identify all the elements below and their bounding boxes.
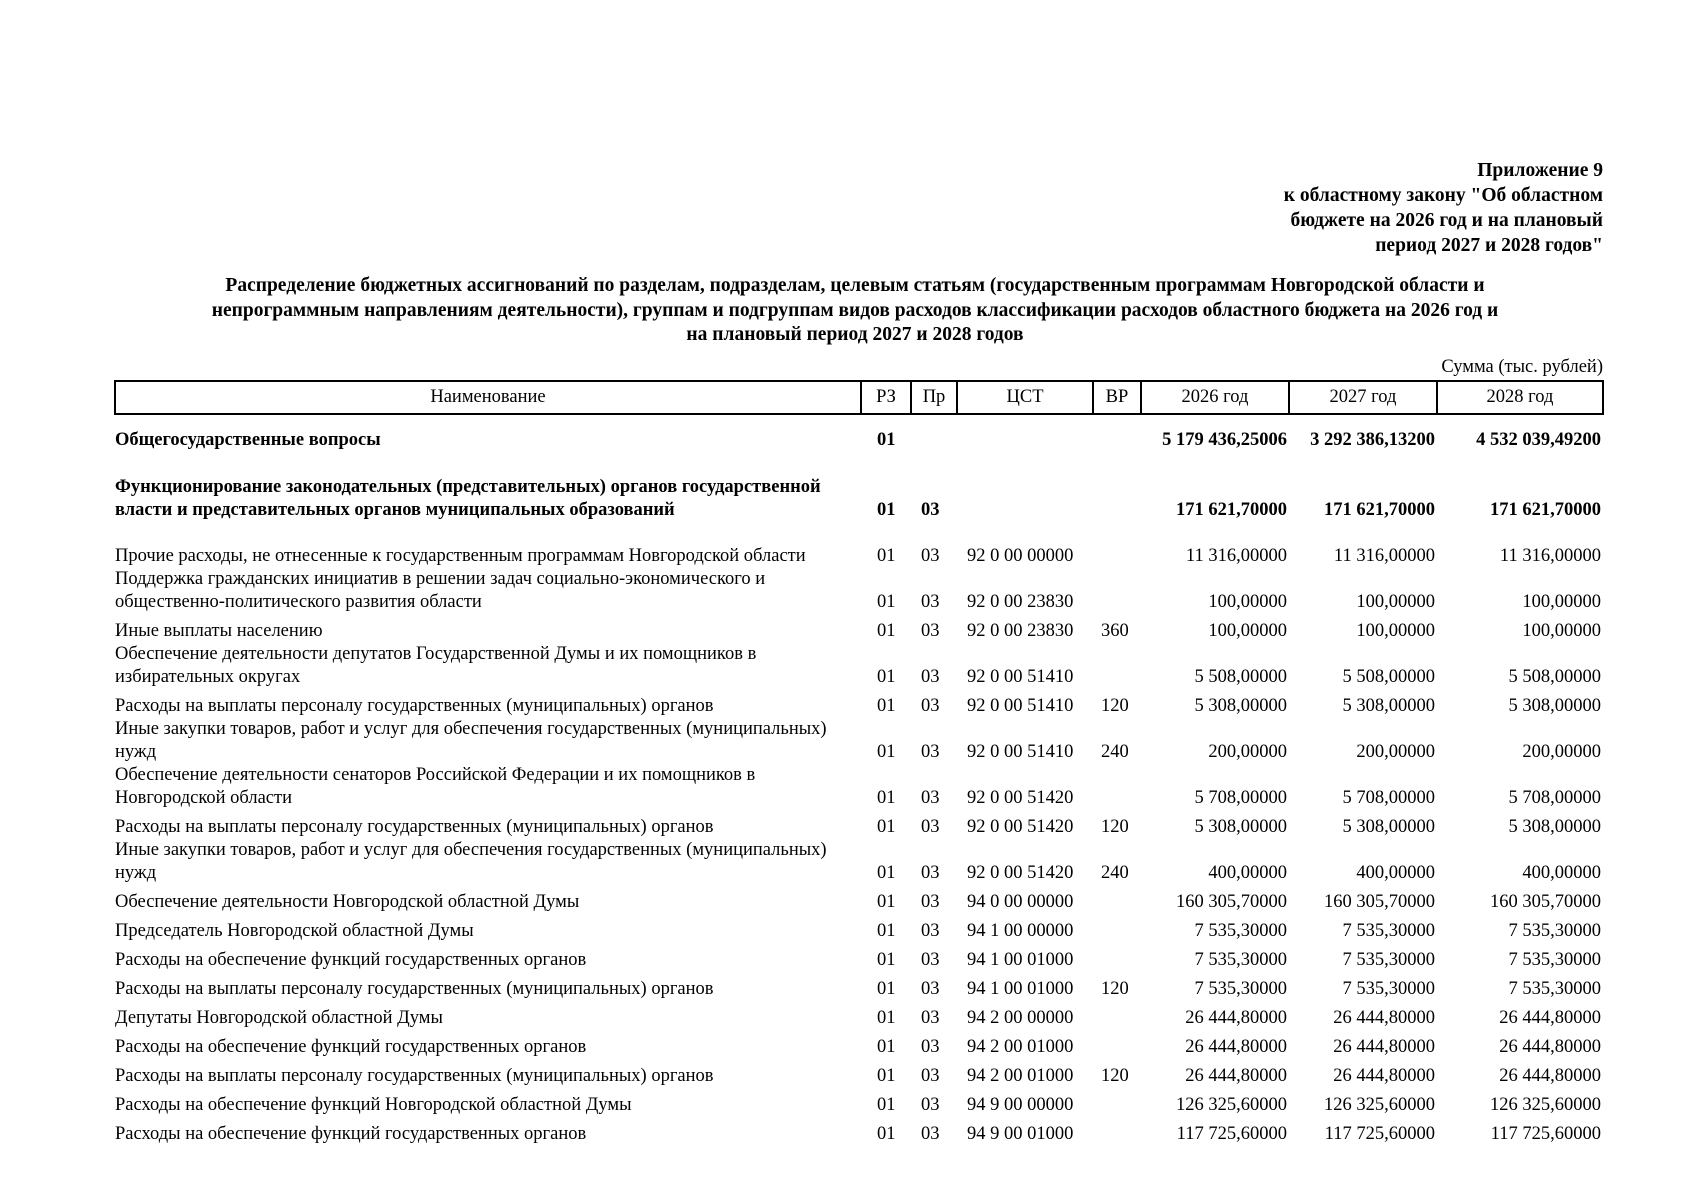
cell-vr	[1093, 914, 1141, 943]
cell-pr: 03	[921, 546, 940, 566]
cell-pr: 03	[921, 863, 940, 883]
appendix-number: Приложение 9	[1477, 160, 1603, 181]
cell-2028: 171 621,70000	[1490, 500, 1601, 520]
cell-2028: 5 708,00000	[1508, 788, 1601, 808]
cell-name: Председатель Новгородской областной Думы	[115, 921, 474, 941]
cell-2027: 171 621,70000	[1324, 500, 1435, 520]
cell-vr	[1093, 1001, 1141, 1030]
table-row	[115, 568, 1603, 614]
cell-2027: 7 535,30000	[1342, 950, 1435, 970]
cell-2027: 5 508,00000	[1342, 667, 1435, 687]
table-row	[115, 689, 1603, 718]
cell-cst: 92 0 00 51420	[967, 863, 1074, 883]
cell-pr: 03	[921, 892, 940, 912]
cell-pr: 03	[921, 1008, 940, 1028]
cell-2026: 26 444,80000	[1185, 1066, 1287, 1086]
cell-2028: 26 444,80000	[1499, 1037, 1601, 1057]
table-header-row	[115, 381, 1603, 414]
cell-vr: 120	[1101, 817, 1129, 837]
cell-rz: 01	[877, 500, 896, 520]
cell-rz: 01	[877, 546, 896, 566]
cell-vr: 240	[1101, 742, 1129, 762]
cell-pr: 03	[921, 921, 940, 941]
cell-pr: 03	[921, 950, 940, 970]
cell-rz: 01	[877, 1066, 896, 1086]
budget-table	[114, 380, 1604, 1146]
cell-2026: 100,00000	[1208, 621, 1287, 641]
cell-2027: 11 316,00000	[1333, 546, 1435, 566]
cell-vr	[1093, 643, 1141, 689]
cell-name: Расходы на выплаты персоналу государственных (муниципальных) органов	[115, 979, 714, 999]
table-row	[115, 614, 1603, 643]
cell-cst: 92 0 00 00000	[967, 546, 1074, 566]
table-row	[115, 1059, 1603, 1088]
cell-rz: 01	[877, 1037, 896, 1057]
cell-name: Общегосударственные вопросы	[115, 430, 381, 450]
cell-vr	[1093, 522, 1141, 568]
cell-2026: 126 325,60000	[1176, 1095, 1287, 1115]
cell-rz: 01	[877, 892, 896, 912]
table-row	[115, 522, 1603, 568]
cell-pr: 03	[921, 500, 940, 520]
cell-rz: 01	[877, 817, 896, 837]
cell-cst: 94 2 00 01000	[967, 1037, 1074, 1057]
cell-2028: 117 725,60000	[1490, 1124, 1601, 1144]
cell-cst: 94 2 00 00000	[967, 1008, 1074, 1028]
table-row	[115, 718, 1603, 764]
cell-2027: 200,00000	[1356, 742, 1435, 762]
table-row	[115, 1117, 1603, 1146]
cell-cst: 92 0 00 23830	[967, 592, 1074, 612]
header-rz: РЗ	[861, 381, 911, 414]
cell-name: Обеспечение деятельности сенаторов Российской Федерации и их помощников в Новгородской области	[115, 765, 756, 808]
cell-2028: 5 308,00000	[1508, 696, 1601, 716]
cell-vr	[1093, 414, 1141, 452]
cell-rz: 01	[877, 696, 896, 716]
cell-2026: 26 444,80000	[1185, 1037, 1287, 1057]
cell-2028: 7 535,30000	[1508, 950, 1601, 970]
cell-pr: 03	[921, 817, 940, 837]
cell-cst	[957, 452, 1093, 522]
cell-name: Расходы на обеспечение функций государственных органов	[115, 950, 587, 970]
table-row	[115, 943, 1603, 972]
cell-pr: 03	[921, 592, 940, 612]
cell-vr	[1093, 1117, 1141, 1146]
appendix-header	[1183, 158, 1603, 258]
cell-2026: 100,00000	[1208, 592, 1287, 612]
table-row	[115, 1088, 1603, 1117]
table-row	[115, 885, 1603, 914]
table-row	[115, 972, 1603, 1001]
cell-2026: 7 535,30000	[1194, 921, 1287, 941]
header-2026: 2026 год	[1141, 381, 1289, 414]
cell-vr	[1093, 764, 1141, 810]
cell-pr: 03	[921, 979, 940, 999]
cell-2027: 100,00000	[1356, 621, 1435, 641]
cell-2027: 5 308,00000	[1342, 817, 1435, 837]
cell-2026: 5 708,00000	[1194, 788, 1287, 808]
cell-name: Расходы на обеспечение функций Новгородской областной Думы	[115, 1095, 632, 1115]
cell-2027: 26 444,80000	[1333, 1008, 1435, 1028]
cell-vr	[1093, 452, 1141, 522]
cell-2027: 160 305,70000	[1324, 892, 1435, 912]
cell-2027: 7 535,30000	[1342, 921, 1435, 941]
cell-name: Обеспечение деятельности депутатов Государственной Думы и их помощников в избирательных округах	[115, 644, 757, 687]
cell-rz: 01	[877, 667, 896, 687]
cell-2026: 400,00000	[1208, 863, 1287, 883]
cell-cst: 92 0 00 51410	[967, 667, 1074, 687]
cell-name: Иные закупки товаров, работ и услуг для обеспечения государственных (муниципальных) нужд	[115, 840, 827, 883]
cell-cst: 94 1 00 01000	[967, 950, 1074, 970]
cell-pr: 03	[921, 1095, 940, 1115]
cell-pr: 03	[921, 788, 940, 808]
cell-2028: 26 444,80000	[1499, 1008, 1601, 1028]
cell-rz: 01	[877, 1008, 896, 1028]
cell-rz: 01	[877, 863, 896, 883]
cell-cst: 94 1 00 00000	[967, 921, 1074, 941]
cell-2028: 7 535,30000	[1508, 979, 1601, 999]
cell-2027: 126 325,60000	[1324, 1095, 1435, 1115]
cell-name: Расходы на обеспечение функций государственных органов	[115, 1037, 587, 1057]
cell-pr: 03	[921, 1124, 940, 1144]
cell-vr: 120	[1101, 1066, 1129, 1086]
cell-rz: 01	[877, 621, 896, 641]
cell-2028: 11 316,00000	[1499, 546, 1601, 566]
cell-cst: 92 0 00 51420	[967, 788, 1074, 808]
cell-2028: 5 508,00000	[1508, 667, 1601, 687]
cell-pr: 03	[921, 1066, 940, 1086]
cell-name: Обеспечение деятельности Новгородской областной Думы	[115, 892, 580, 912]
cell-2026: 5 308,00000	[1194, 696, 1287, 716]
table-row	[115, 1030, 1603, 1059]
table-row	[115, 810, 1603, 839]
cell-2027: 100,00000	[1356, 592, 1435, 612]
cell-2028: 100,00000	[1522, 621, 1601, 641]
cell-rz: 01	[877, 788, 896, 808]
cell-2028: 400,00000	[1522, 863, 1601, 883]
cell-cst: 94 0 00 00000	[967, 892, 1074, 912]
cell-cst: 94 9 00 00000	[967, 1095, 1074, 1115]
cell-cst: 94 1 00 01000	[967, 979, 1074, 999]
cell-vr: 240	[1101, 863, 1129, 883]
table-row	[115, 764, 1603, 810]
cell-2026: 26 444,80000	[1185, 1008, 1287, 1028]
cell-2028: 200,00000	[1522, 742, 1601, 762]
title-line: Распределение бюджетных ассигнований по разделам, подразделам, целевым статьям (государственным программам Новгородской области и	[225, 275, 1485, 296]
header-vr: ВР	[1093, 381, 1141, 414]
cell-2026: 5 508,00000	[1194, 667, 1287, 687]
cell-2027: 7 535,30000	[1342, 979, 1435, 999]
cell-2026: 160 305,70000	[1176, 892, 1287, 912]
cell-rz: 01	[877, 950, 896, 970]
cell-cst: 94 2 00 01000	[967, 1066, 1074, 1086]
cell-cst: 92 0 00 51420	[967, 817, 1074, 837]
cell-name: Иные закупки товаров, работ и услуг для обеспечения государственных (муниципальных) нужд	[115, 719, 827, 762]
cell-pr: 03	[921, 667, 940, 687]
appendix-law-line: период 2027 и 2028 годов"	[1375, 235, 1603, 256]
cell-pr	[911, 414, 957, 452]
cell-2027: 5 708,00000	[1342, 788, 1435, 808]
appendix-law-line: к областному закону "Об областном	[1283, 185, 1603, 206]
document-title	[110, 274, 1600, 348]
cell-name: Иные выплаты населению	[115, 621, 323, 641]
cell-cst: 92 0 00 23830	[967, 621, 1074, 641]
cell-rz: 01	[877, 1124, 896, 1144]
cell-2026: 200,00000	[1208, 742, 1287, 762]
cell-name: Расходы на выплаты персоналу государственных (муниципальных) органов	[115, 817, 714, 837]
appendix-law-line: бюджете на 2026 год и на плановый	[1290, 210, 1603, 231]
cell-pr: 03	[921, 742, 940, 762]
cell-vr	[1093, 568, 1141, 614]
cell-cst: 92 0 00 51410	[967, 696, 1074, 716]
cell-2028: 5 308,00000	[1508, 817, 1601, 837]
cell-vr	[1093, 885, 1141, 914]
cell-rz: 01	[877, 979, 896, 999]
cell-vr	[1093, 943, 1141, 972]
cell-vr	[1093, 1030, 1141, 1059]
table-row	[115, 414, 1603, 452]
header-2027: 2027 год	[1289, 381, 1437, 414]
cell-2026: 5 179 436,25006	[1162, 430, 1287, 450]
cell-name: Расходы на выплаты персоналу государственных (муниципальных) органов	[115, 696, 714, 716]
cell-vr	[1093, 1088, 1141, 1117]
table-row	[115, 452, 1603, 522]
cell-rz: 01	[877, 921, 896, 941]
cell-name: Депутаты Новгородской областной Думы	[115, 1008, 443, 1028]
header-pr: Пр	[911, 381, 957, 414]
cell-2028: 160 305,70000	[1490, 892, 1601, 912]
cell-2027: 26 444,80000	[1333, 1037, 1435, 1057]
cell-2026: 171 621,70000	[1176, 500, 1287, 520]
cell-name: Расходы на выплаты персоналу государственных (муниципальных) органов	[115, 1066, 714, 1086]
cell-name: Прочие расходы, не отнесенные к государственным программам Новгородской области	[115, 546, 806, 566]
cell-2026: 117 725,60000	[1176, 1124, 1287, 1144]
header-2028: 2028 год	[1437, 381, 1603, 414]
cell-2026: 5 308,00000	[1194, 817, 1287, 837]
cell-2027: 26 444,80000	[1333, 1066, 1435, 1086]
cell-cst: 94 9 00 01000	[967, 1124, 1074, 1144]
cell-2027: 5 308,00000	[1342, 696, 1435, 716]
cell-vr: 120	[1101, 696, 1129, 716]
table-row	[115, 1001, 1603, 1030]
cell-2028: 4 532 039,49200	[1476, 430, 1601, 450]
cell-2026: 7 535,30000	[1194, 979, 1287, 999]
title-line: на плановый период 2027 и 2028 годов	[686, 324, 1024, 345]
cell-pr: 03	[921, 1037, 940, 1057]
cell-2026: 11 316,00000	[1185, 546, 1287, 566]
cell-cst	[957, 414, 1093, 452]
cell-name: Расходы на обеспечение функций государственных органов	[115, 1124, 587, 1144]
cell-vr: 120	[1101, 979, 1129, 999]
cell-rz: 01	[877, 592, 896, 612]
table-row	[115, 643, 1603, 689]
cell-name: Поддержка гражданских инициатив в решении задач социально-экономического и общественно-политического развития области	[115, 569, 766, 612]
cell-2028: 100,00000	[1522, 592, 1601, 612]
cell-rz: 01	[877, 742, 896, 762]
cell-cst: 92 0 00 51410	[967, 742, 1074, 762]
cell-pr: 03	[921, 696, 940, 716]
cell-2028: 7 535,30000	[1508, 921, 1601, 941]
cell-2026: 7 535,30000	[1194, 950, 1287, 970]
cell-name: Функционирование законодательных (представительных) органов государственной власти и представительных органов муниципальных образований	[115, 477, 821, 520]
cell-2028: 126 325,60000	[1490, 1095, 1601, 1115]
table-row	[115, 839, 1603, 885]
cell-2027: 117 725,60000	[1324, 1124, 1435, 1144]
cell-vr: 360	[1101, 621, 1129, 641]
cell-2027: 400,00000	[1356, 863, 1435, 883]
title-line: непрограммным направлениям деятельности), группам и подгруппам видов расходов классификации расходов областного бюджета на 2026 год и	[211, 299, 1499, 321]
header-name: Наименование	[115, 381, 861, 414]
header-cst: ЦСТ	[957, 381, 1093, 414]
units-note: Сумма (тыс. рублей)	[1441, 357, 1603, 377]
cell-rz: 01	[877, 1095, 896, 1115]
cell-2027: 3 292 386,13200	[1310, 430, 1435, 450]
cell-2028: 26 444,80000	[1499, 1066, 1601, 1086]
table-row	[115, 914, 1603, 943]
cell-pr: 03	[921, 621, 940, 641]
cell-rz: 01	[877, 430, 896, 450]
